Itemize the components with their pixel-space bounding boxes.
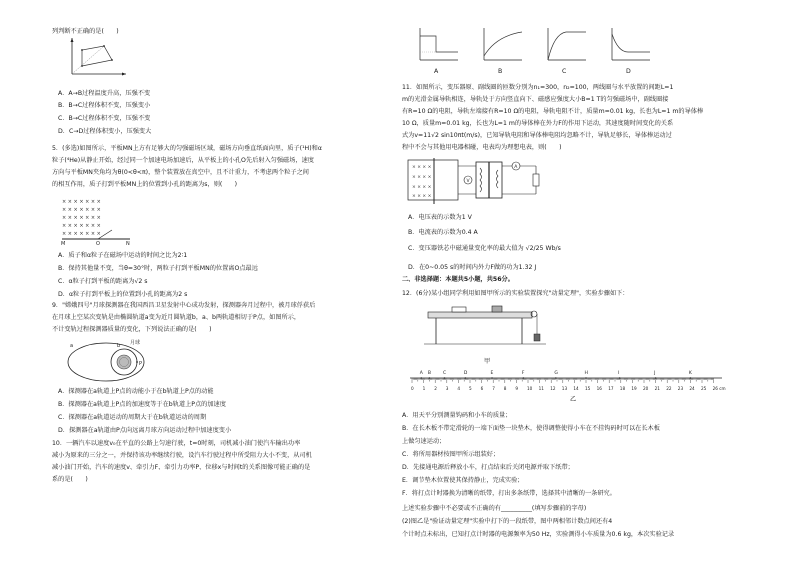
tape-point-label: H [584, 371, 588, 376]
q5-option-a: A．质子和α粒子在磁场中运动的时间之比为2∶1 [58, 252, 188, 259]
tape-point-dot [655, 377, 657, 379]
tape-point-dot [690, 377, 692, 379]
q12-stem: 12．(6分)某小组同学利用如图甲所示的实验装置探究"动量定理"，实验步骤如下： [402, 290, 629, 297]
ruler-number: 12 [550, 386, 556, 391]
svg-text:× × × ×: × × × × [412, 175, 432, 180]
section-two-heading: 二、非选择题：本题共5小题，共56分。 [402, 276, 514, 283]
ruler-number: 21 [654, 386, 660, 391]
tape-point-label: F [521, 371, 525, 376]
orbit-a-label: a [70, 343, 74, 349]
tape-point-label: D [463, 371, 468, 376]
q11-option-c: C．变压器铁芯中磁通量变化率的最大值为 √2/25 Wb/s [408, 245, 561, 252]
right-column [400, 0, 750, 562]
q10-stem-line1: 10．一辆汽车以速度v₀在平直的公路上匀速行驶，t=0时刻，司机减小油门使汽车输出功率 [52, 440, 301, 447]
ruler-number: 23 [677, 386, 684, 391]
tape-point-label: E [490, 371, 494, 376]
q4-option-d: D．C→D过程体积变小，压强变大 [58, 128, 152, 135]
tape-point-dot [465, 377, 467, 379]
q11-circuit-figure [406, 156, 556, 208]
ruler-number: 0 [411, 386, 414, 391]
ruler-number: 16 [596, 386, 602, 391]
q10-graph-c [542, 26, 588, 66]
q11-stem-line6: 程中不会与其他用电器相碰，电表均为理想电表，则( ) [402, 144, 562, 151]
q11-stem-line3: 有R=10 Ω的电阻，导轨左端接有R=10 Ω的电阻，导轨电阻不计，质量m=0.01 kg，长也为L=1 m的导体棒 [402, 108, 704, 115]
q10-stem-line3: 减小油门开始，汽车的速度v、牵引力F、牵引力功率P、位移x与时间t的关系图像可能正确的是 [52, 464, 311, 471]
tape-point-dot [444, 377, 446, 379]
q12-step-c: C．将所用器材按图甲所示组装好； [402, 451, 500, 458]
orbit-b-label: b [117, 343, 121, 349]
svg-text:V: V [466, 179, 470, 184]
tape-point-dot [523, 377, 525, 379]
q5-stem-line4: 的相互作用，质子打到平板MN上的位置到小孔的距离为s，则( ) [52, 181, 238, 188]
ruler-number: 6 [480, 386, 484, 391]
tape-point-dot [420, 377, 422, 379]
ruler-number: 25 [701, 386, 707, 391]
graph-letter-b: B [498, 68, 503, 75]
ruler-number: 19 [631, 386, 637, 391]
q10-graph-d [606, 26, 652, 66]
q11-option-a: A．电压表的示数为1 V [408, 214, 472, 221]
tape-point-label: J [654, 371, 656, 376]
ruler-number: 8 [503, 386, 507, 391]
tape-point-dot [619, 377, 621, 379]
q11-option-b: B．电流表的示数为0.4 A [408, 229, 478, 236]
q5-option-d: D．α粒子打到平板上的位置到小孔的距离为2 s [58, 291, 188, 298]
svg-text:× × × × × × ×: × × × × × × × [62, 199, 101, 205]
ruler-number: 22 [666, 386, 672, 391]
q5-stem-line2: 粒子(⁴He)从静止开始，经过同一个加速电场加速后，从平板上的小孔O先后射入匀强磁场，速度 [52, 157, 314, 164]
graph-letter-d: D [626, 68, 631, 75]
ruler-number: 13 [561, 386, 568, 391]
tape-point-label: K [688, 371, 692, 376]
q12-tape-ruler [406, 368, 736, 394]
q12-fill-blank: 上述实验步骤中不必要或不正确的有__________(填写步骤前的字母) [402, 505, 587, 512]
ruler-number: 24 [689, 386, 695, 391]
ruler-number: 2 [434, 386, 437, 391]
ruler-number: 17 [608, 386, 614, 391]
q4-stem-tail: 列判断不正确的是( ) [52, 28, 119, 35]
q4-graph [64, 36, 128, 78]
fig-jia-label: 甲 [484, 358, 491, 365]
tape-point-label: A [419, 371, 423, 376]
q12-part2-line1: (2)图乙是"验证动量定理"实验中打下的一段纸带，图中两相邻计数点间还有4 [402, 518, 613, 525]
ruler-number: 1 [422, 386, 426, 391]
q10-graph-a [414, 26, 460, 66]
ruler-number: 20 [643, 386, 649, 391]
svg-text:A: A [514, 165, 518, 170]
q11-stem-line1: 11．如图所示，变压器原、副线圈的匝数分别为n₁=300，n₂=100，两线圈与水平放置的间距L=1 [402, 84, 674, 91]
svg-text:× × × ×: × × × × [412, 165, 432, 170]
svg-text:× × × × × × ×: × × × × × × × [62, 215, 101, 221]
tape-point-dot [429, 377, 431, 379]
q10-graph-b [478, 26, 524, 66]
tape-point-label: C [442, 371, 447, 376]
q11-stem-line2: m的光滑金属导轨相连，导轨处于方向竖直向下、磁感应强度大小B=1 T的匀强磁场中，副线圈接 [402, 96, 669, 103]
tape-point-label: B [427, 371, 431, 376]
svg-text:N: N [126, 241, 130, 246]
q9-option-b: B．探测器在a轨道上P点的加速度等于在b轨道上P点的加速度 [58, 401, 226, 408]
q12-part2-line2: 个计时点未标出，已知打点计时器的电源频率为50 Hz，实验测得小车质量为0.6 kg，本次实验记录 [402, 531, 675, 538]
svg-text:O: O [96, 241, 100, 246]
graph-letter-c: C [562, 68, 567, 75]
ruler-number: 3 [445, 386, 449, 391]
q4-option-c: C．B→C过程体积不变，压强不变 [58, 115, 151, 122]
svg-text:× × × × × × ×: × × × × × × × [62, 223, 101, 229]
svg-text:× × × ×: × × × × [412, 194, 432, 199]
ruler-number: 26 cm [712, 386, 726, 391]
p-point-label: P [139, 361, 143, 367]
q5-option-b: B．保持其他量不变，当θ=30°时，两粒子打到平板MN的位置离O点最远 [58, 265, 258, 272]
q5-stem-line3: 方向与平板MN夹角均为θ(0<θ<π)，整个装置放在真空中，且不计重力，不考虑两个粒子之间 [52, 169, 309, 176]
q5-magnetic-field-figure [60, 196, 134, 246]
svg-text:M: M [61, 241, 66, 246]
q11-stem-line5: 式为v=11√2 sin10πt(m/s)，已知导轨电阻和导体棒电阻均忽略不计，导轨足够长，导体棒运动过 [402, 132, 672, 139]
tape-point-dot [555, 377, 557, 379]
ruler-number: 14 [573, 386, 579, 391]
q12-step-e: E．调节垫木位置使其保持静止，完成实验； [402, 477, 524, 484]
fig-yi-label: 乙 [570, 396, 577, 403]
q12-apparatus-figure [422, 304, 552, 354]
q10-stem-line2: 减小为原来的三分之一，并保持该功率继续行驶，设汽车行驶过程中所受阻力大小不变，从司机 [52, 452, 312, 459]
q4-option-b: B．B→C过程体积不变，压强变小 [58, 102, 151, 109]
graph-letter-a: A [434, 68, 439, 75]
ruler-number: 15 [585, 386, 591, 391]
moon-label: 月球 [130, 340, 141, 346]
q9-stem-line1: 9．"嫦娥四号"月球探测器在我国西昌卫星发射中心成功发射，探测器奔月过程中，被月球俘获后 [52, 302, 316, 309]
svg-text:× × × ×: × × × × [412, 185, 432, 190]
ruler-number: 7 [492, 386, 495, 391]
q12-step-d: D．先接通电源后释放小车，打点结束后关闭电源并取下纸带； [402, 464, 574, 471]
q9-option-a: A．探测器在a轨道上P点的动能小于在b轨道上P点的动能 [58, 388, 214, 395]
tape-point-label: G [554, 371, 558, 376]
tape-point-label: I [618, 371, 620, 376]
ruler-number: 18 [619, 386, 626, 391]
q11-option-d: D．在0~0.05 s的时间内外力F做的功为1.32 J [408, 264, 537, 271]
q9-stem-line2: 在月球上空某次变轨是由椭圆轨道a变为近月圆轨道b，a、b两轨道相切于P点，如图所示， [52, 314, 301, 321]
ruler-number: 11 [538, 386, 544, 391]
q9-option-d: D．探测器在a轨道由P点向远离月球方向运动过程中加速度变小 [58, 427, 232, 434]
q12-step-f: F．将打点计时器换为清晰的纸带，打出多条纸带，选择其中清晰的一条研究。 [402, 490, 616, 497]
tape-point-dot [585, 377, 587, 379]
q11-stem-line4: 10 Ω，质量m=0.01 kg，长也为L=1 m的导体棒在外力F的作用下运动，其速度随时间变化的关系 [402, 120, 674, 127]
ruler-number: 10 [527, 386, 533, 391]
left-column [50, 0, 380, 562]
svg-text:× × × × × × ×: × × × × × × × [62, 231, 101, 237]
q10-stem-line4: 系的是( ) [52, 476, 88, 483]
q5-option-c: C．α粒子打到平板的距离为√2 s [58, 278, 148, 285]
q5-stem-line1: 5．(多选)如图所示，平板MN上方有足够大的匀强磁场区域，磁场方向垂直纸面向里，质子(¹H)和α [52, 145, 322, 152]
q9-option-c: C．探测器在a轨道运动的周期大于在b轨道运动的周期 [58, 414, 207, 421]
ruler-number: 5 [469, 386, 472, 391]
q9-orbit-figure [62, 338, 148, 384]
q4-option-a: A．A→B过程温度升高，压强不变 [58, 90, 151, 97]
svg-text:× × × × × × ×: × × × × × × × [62, 207, 101, 213]
q12-step-a: A．用天平分别测量钩码和小车的质量； [402, 412, 512, 419]
q12-step-b-cont: 上做匀速运动； [402, 438, 446, 445]
q12-step-b: B．在长木板不带定滑轮的一端下面垫一块垫木，使得调整使得小车在不挂钩码时可以在长木板 [402, 425, 660, 432]
ruler-number: 4 [457, 386, 461, 391]
ruler-number: 9 [515, 386, 519, 391]
tape-point-dot [491, 377, 493, 379]
q9-stem-line3: 不计变轨过程探测器质量的变化，下列说法正确的是( ) [52, 326, 212, 333]
